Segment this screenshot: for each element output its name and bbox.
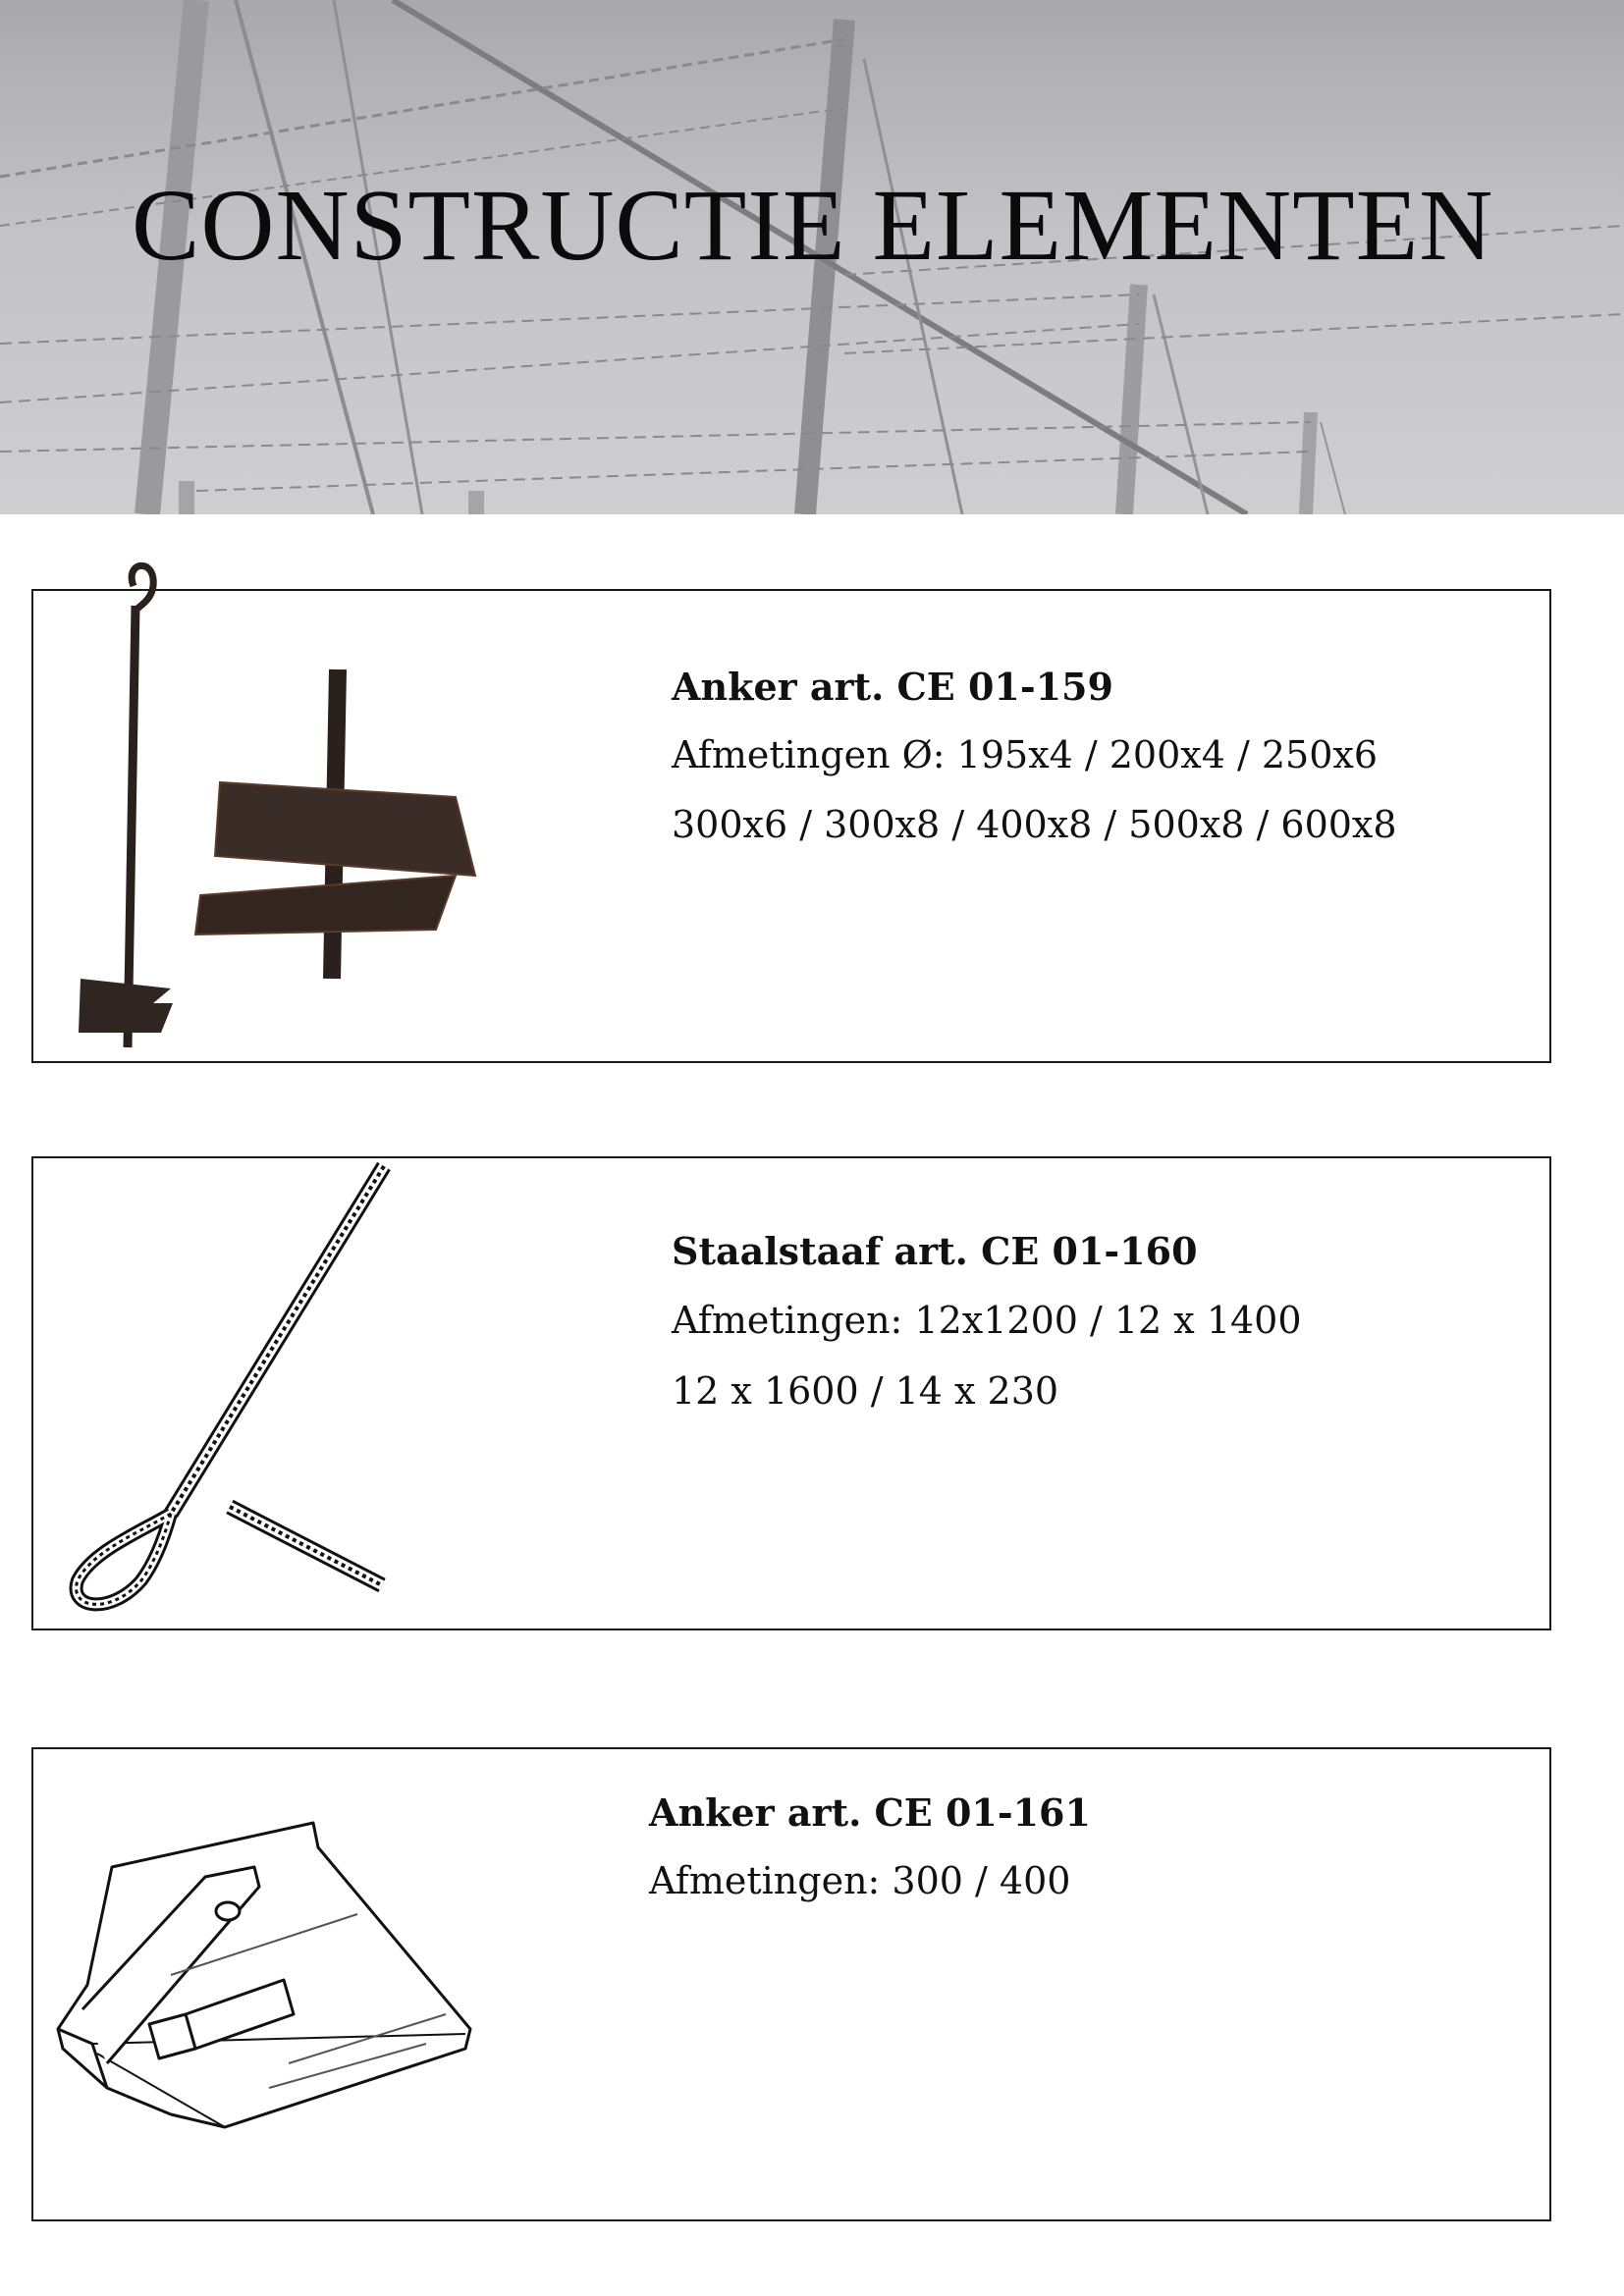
product-spec-line: Afmetingen Ø: 195x4 / 200x4 / 250x6 [672, 733, 1378, 776]
product-name: Anker art. CE 01-161 [649, 1790, 1091, 1835]
product-spec-line: Afmetingen: 300 / 400 [649, 1859, 1071, 1902]
product-card [31, 1747, 1551, 2221]
steel-rod-image [33, 1158, 446, 1632]
header-banner [0, 0, 1624, 514]
product-spec-line: 300x6 / 300x8 / 400x8 / 500x8 / 600x8 [672, 803, 1397, 846]
product-card [31, 589, 1551, 1063]
page-title: CONSTRUCTIE ELEMENTEN [132, 169, 1494, 282]
plate-anchor-image [33, 1749, 485, 2223]
product-spec-line: Afmetingen: 12x1200 / 12 x 1400 [672, 1299, 1302, 1342]
product-name: Staalstaaf art. CE 01-160 [672, 1229, 1198, 1273]
product-name: Anker art. CE 01-159 [672, 665, 1113, 709]
screw-anchor-image [33, 591, 485, 1065]
product-card [31, 1156, 1551, 1630]
product-spec-line: 12 x 1600 / 14 x 230 [672, 1369, 1059, 1413]
